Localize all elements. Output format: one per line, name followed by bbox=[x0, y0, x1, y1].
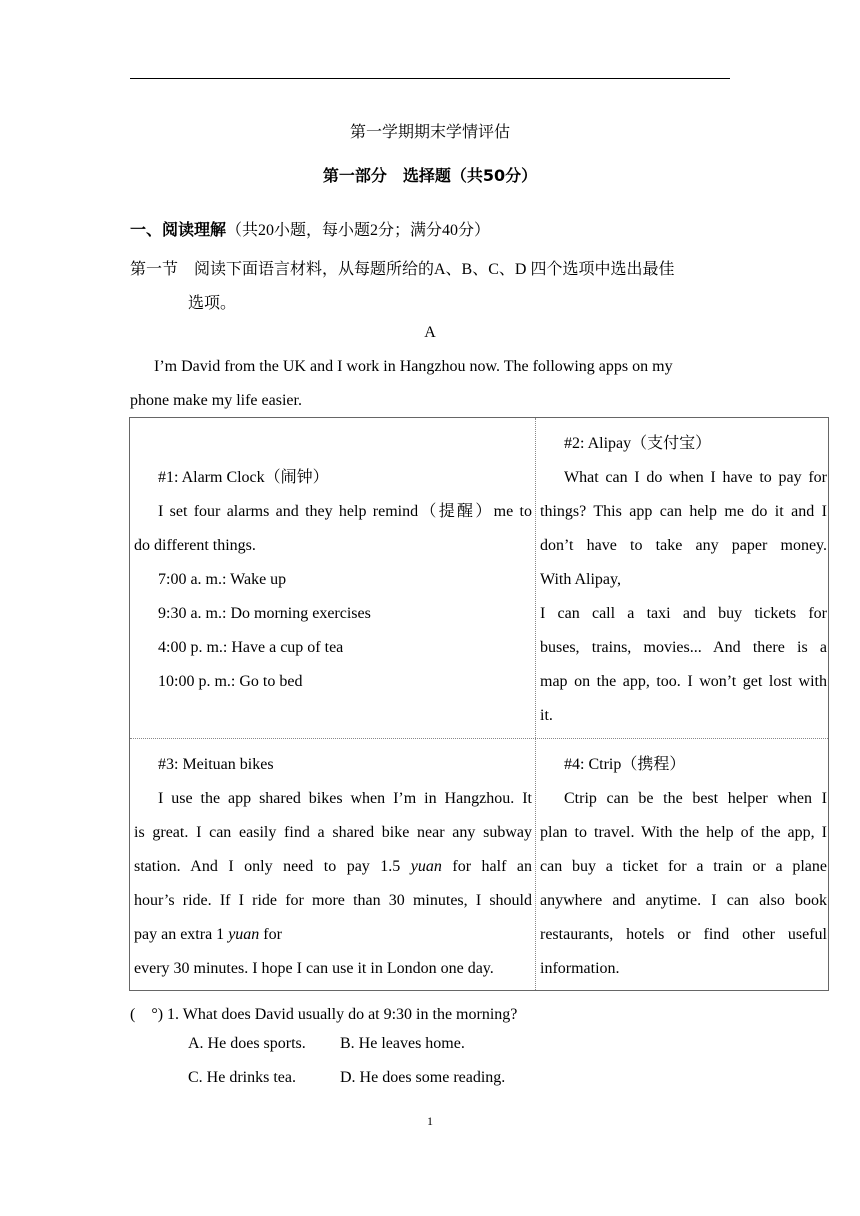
cell3-line5-rest: for bbox=[259, 926, 282, 943]
cell3-line3-italic: yuan bbox=[410, 858, 442, 875]
table-vertical-divider bbox=[535, 418, 536, 990]
cell4-line: restaurants, hotels or find other useful bbox=[540, 926, 827, 943]
option-c[interactable]: C. He drinks tea. bbox=[188, 1069, 296, 1086]
cell-meituan-bikes bbox=[134, 748, 532, 986]
cell1-item: 10:00 p. m.: Go to bed bbox=[158, 673, 303, 690]
cell-ctrip bbox=[540, 748, 827, 986]
intro-line-1: I’m David from the UK and I work in Hangzhou now. The following apps on my bbox=[154, 358, 673, 375]
table-horizontal-divider bbox=[130, 738, 828, 739]
cell3-line-with-italic bbox=[134, 918, 532, 952]
cell2-line: map on the app, too. I won’t get lost with bbox=[540, 673, 827, 690]
cell3-line: I use the app shared bikes when I’m in Hangzhou. It bbox=[158, 790, 532, 807]
cell2-line: What can I do when I have to pay for bbox=[564, 469, 827, 486]
instruction-line-1: 第一节 阅读下面语言材料，从每题所给的A、B、C、D 四个选项中选出最佳 bbox=[130, 261, 675, 278]
section-heading-bold: 一、阅读理解 bbox=[130, 220, 227, 239]
cell1-title: #1: Alarm Clock（闹钟） bbox=[158, 469, 329, 486]
option-d[interactable]: D. He does some reading. bbox=[340, 1069, 506, 1086]
top-rule bbox=[130, 78, 730, 79]
cell3-title: #3: Meituan bikes bbox=[158, 756, 274, 773]
passage-letter: A bbox=[424, 324, 436, 341]
cell1-line1: I set four alarms and they help remind（提醒）me to bbox=[158, 503, 532, 520]
cell3-line3-text: station. And I only need to pay 1.5 bbox=[134, 858, 411, 875]
cell2-line: I can call a taxi and buy tickets for bbox=[540, 605, 827, 622]
cell3-line5-italic: yuan bbox=[228, 926, 260, 943]
cell1-line2: do different things. bbox=[134, 537, 256, 554]
cell4-line: information. bbox=[540, 960, 620, 977]
cell4-line: plan to travel. With the help of the app, I bbox=[540, 824, 827, 841]
cell3-line: every 30 minutes. I hope I can use it in London one day. bbox=[134, 960, 494, 977]
part-title: 第一部分 选择题（共50分） bbox=[322, 166, 538, 185]
cell4-line: can buy a ticket for a train or a plane bbox=[540, 858, 827, 875]
cell2-line: buses, trains, movies... And there is a bbox=[540, 639, 827, 656]
intro-line-2: phone make my life easier. bbox=[130, 392, 302, 409]
cell3-line: hour’s ride. If I ride for more than 30 minutes, I should bbox=[134, 892, 532, 909]
question-stem: ( °) 1. What does David usually do at 9:30 in the morning? bbox=[130, 1006, 518, 1023]
cell1-item: 4:00 p. m.: Have a cup of tea bbox=[158, 639, 344, 656]
cell-alarm-clock bbox=[134, 461, 532, 699]
cell2-title: #2: Alipay（支付宝） bbox=[564, 435, 712, 452]
cell2-line: things? This app can help me do it and I bbox=[540, 503, 827, 520]
cell4-line: Ctrip can be the best helper when I bbox=[564, 790, 827, 807]
cell2-line: it. bbox=[540, 707, 553, 724]
section-heading bbox=[130, 217, 490, 240]
option-a[interactable]: A. He does sports. bbox=[188, 1035, 306, 1052]
cell4-title: #4: Ctrip（携程） bbox=[564, 756, 686, 773]
instruction-line-2: 选项。 bbox=[188, 295, 237, 312]
cell1-item: 9:30 a. m.: Do morning exercises bbox=[158, 605, 371, 622]
page-number: 1 bbox=[427, 1114, 433, 1128]
cell3-line-with-italic bbox=[134, 850, 532, 884]
cell3-line: is great. I can easily find a shared bike near any subway bbox=[134, 824, 532, 841]
cell2-line: don’t have to take any paper money. bbox=[540, 537, 827, 554]
cell4-line: anywhere and anytime. I can also book bbox=[540, 892, 827, 909]
apps-table bbox=[129, 417, 829, 991]
cell3-line5-text: pay an extra 1 bbox=[134, 926, 229, 943]
option-b[interactable]: B. He leaves home. bbox=[340, 1035, 465, 1052]
cell-alipay bbox=[540, 427, 827, 733]
cell2-line: With Alipay, bbox=[540, 571, 621, 588]
cell1-item: 7:00 a. m.: Wake up bbox=[158, 571, 287, 588]
cell3-line3-rest: for half an bbox=[441, 858, 532, 875]
exam-title: 第一学期期末学情评估 bbox=[349, 124, 510, 141]
section-heading-note: （共20小题，每小题2分；满分40分） bbox=[226, 222, 491, 239]
